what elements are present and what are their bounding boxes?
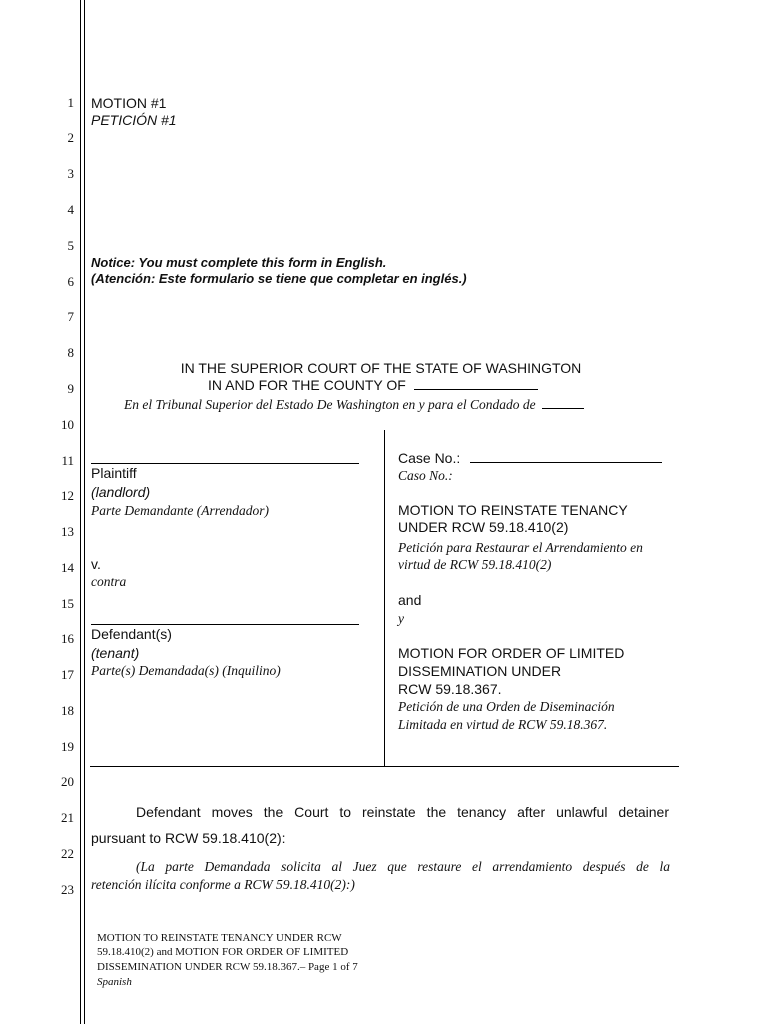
versus-label: v. xyxy=(91,556,101,572)
line-number: 10 xyxy=(61,417,74,432)
footer-line2: 59.18.410(2) and MOTION FOR ORDER OF LIMITED xyxy=(97,946,349,958)
line-number: 18 xyxy=(61,703,74,718)
footer-language: Spanish xyxy=(97,976,132,988)
and-label: and xyxy=(398,592,422,608)
county-line xyxy=(208,377,538,394)
motion-number: MOTION #1 xyxy=(91,95,167,111)
county-blank-es[interactable] xyxy=(542,396,584,409)
title2-line3: RCW 59.18.367. xyxy=(398,681,502,697)
title2-line2: DISSEMINATION UNDER xyxy=(398,663,562,679)
plaintiff-es: Parte Demandante (Arrendador) xyxy=(91,503,269,518)
line-number: 16 xyxy=(61,631,74,646)
case-number-line xyxy=(398,450,662,467)
line-number: 22 xyxy=(61,846,74,861)
county-label: IN AND FOR THE COUNTY OF xyxy=(208,377,406,393)
county-blank[interactable] xyxy=(414,377,538,390)
title2-line1: MOTION FOR ORDER OF LIMITED xyxy=(398,645,625,661)
defendant-label: Defendant(s) xyxy=(91,626,172,642)
line-number: 23 xyxy=(61,882,74,897)
notice-es: (Atención: Este formulario se tiene que completar en inglés.) xyxy=(91,271,467,286)
title2-es-line2: Limitada en virtud de RCW 59.18.367. xyxy=(398,717,608,732)
line-number: 7 xyxy=(67,309,74,324)
body-paragraph-2-line1: (La parte Demandada solicita al Juez que restaure el arrendamiento después de la xyxy=(136,859,670,874)
title1-es-line2: virtud de RCW 59.18.410(2) xyxy=(398,557,552,572)
plaintiff-blank[interactable] xyxy=(91,463,359,464)
caption-bottom-rule xyxy=(90,766,679,767)
court-heading-es xyxy=(124,396,584,413)
line-number: 4 xyxy=(67,202,74,217)
title2-es-line1: Petición de una Orden de Diseminación xyxy=(398,699,615,714)
versus-es: contra xyxy=(91,574,127,589)
plaintiff-role: (landlord) xyxy=(91,484,151,500)
line-number: 9 xyxy=(67,381,74,396)
line-number: 12 xyxy=(61,488,74,503)
title1-line2: UNDER RCW 59.18.410(2) xyxy=(398,519,569,535)
body-paragraph-2-line2: retención ilícita conforme a RCW 59.18.410(2):) xyxy=(91,877,355,892)
line-number: 19 xyxy=(61,739,74,754)
case-number-blank[interactable] xyxy=(470,450,662,463)
title1-line1: MOTION TO REINSTATE TENANCY xyxy=(398,502,628,518)
line-number: 20 xyxy=(61,774,74,789)
line-number: 21 xyxy=(61,810,74,825)
notice-en: Notice: You must complete this form in English. xyxy=(91,255,387,270)
defendant-blank[interactable] xyxy=(91,624,359,625)
line-number: 17 xyxy=(61,667,74,682)
defendant-es: Parte(s) Demandada(s) (Inquilino) xyxy=(91,663,281,678)
line-number: 5 xyxy=(67,238,74,253)
line-number: 6 xyxy=(67,274,74,289)
case-number-label: Case No.: xyxy=(398,450,461,466)
case-number-es: Caso No.: xyxy=(398,468,453,483)
line-number: 15 xyxy=(61,596,74,611)
line-number: 3 xyxy=(67,166,74,181)
title1-es-line1: Petición para Restaurar el Arrendamiento en xyxy=(398,540,643,555)
footer-line3: DISSEMINATION UNDER RCW 59.18.367.– Page 1 of 7 xyxy=(97,961,358,973)
line-number: 1 xyxy=(67,95,74,110)
body-paragraph-1-line1: Defendant moves the Court to reinstate the tenancy after unlawful detainer xyxy=(136,804,669,820)
motion-number-es: PETICIÓN #1 xyxy=(91,112,177,128)
defendant-role: (tenant) xyxy=(91,645,140,661)
court-heading-es-text: En el Tribunal Superior del Estado De Washington en y para el Condado de xyxy=(124,397,536,412)
line-number: 11 xyxy=(61,453,74,468)
caption-divider xyxy=(384,430,385,767)
margin-rule-left-outer xyxy=(80,0,81,1024)
and-es: y xyxy=(398,611,404,626)
body-paragraph-1-line2: pursuant to RCW 59.18.410(2): xyxy=(91,830,286,846)
margin-rule-left-inner xyxy=(84,0,85,1024)
footer-line1: MOTION TO REINSTATE TENANCY UNDER RCW xyxy=(97,932,342,944)
line-number: 13 xyxy=(61,524,74,539)
line-number: 14 xyxy=(61,560,74,575)
plaintiff-label: Plaintiff xyxy=(91,465,137,481)
line-number: 2 xyxy=(67,130,74,145)
line-number: 8 xyxy=(67,345,74,360)
court-heading: IN THE SUPERIOR COURT OF THE STATE OF WASHINGTON xyxy=(180,360,582,376)
